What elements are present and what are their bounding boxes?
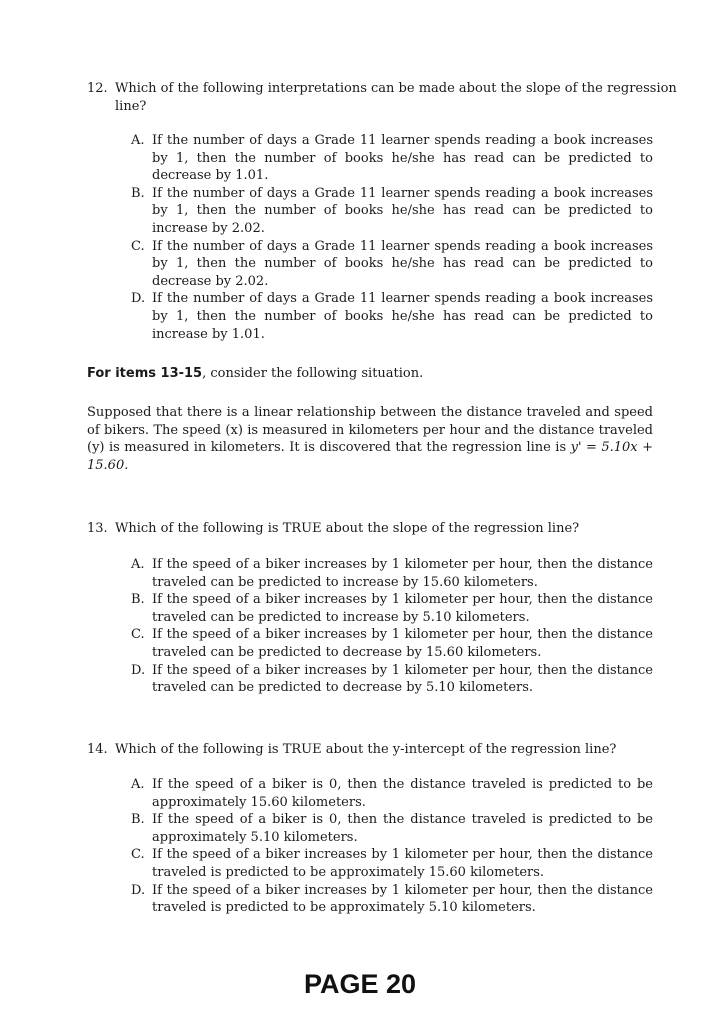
choice-letter: B. <box>131 592 145 608</box>
choice-letter: A. <box>131 557 145 572</box>
regression-equation: y' = 5.10x + 15.60. <box>87 440 653 473</box>
choice-c <box>131 846 653 881</box>
choice-text: If the number of days a Grade 11 learner spends reading a book increases by 1, then the number of books he/she has read can be predicted to decrease by 1.01. <box>152 133 653 184</box>
choice-text: If the speed of a biker is 0, then the distance traveled is predicted to be approximately 15.60 kilometers. <box>152 777 653 810</box>
choice-text: If the speed of a biker increases by 1 kilometer per hour, then the distance traveled is predicted to be approximately 15.60 kilometers. <box>152 847 653 880</box>
choice-text: If the number of days a Grade 11 learner spends reading a book increases by 1, then the number of books he/she has read can be predicted to increase by 2.02. <box>152 185 653 236</box>
question-number: 12. <box>87 81 108 96</box>
question-12-choices <box>131 132 653 343</box>
choice-a <box>131 556 653 591</box>
choice-text: If the number of days a Grade 11 learner spends reading a book increases by 1, then the number of books he/she has read can be predicted to decrease by 2.02. <box>152 238 653 289</box>
question-14-choices <box>131 776 653 917</box>
items-intro <box>87 365 653 383</box>
choice-a <box>131 132 653 185</box>
choice-b <box>131 811 653 846</box>
choice-letter: A. <box>131 777 145 792</box>
choice-c <box>131 238 653 291</box>
choice-b <box>131 591 653 626</box>
choice-letter: D. <box>131 882 146 898</box>
question-number: 13. <box>87 521 108 536</box>
choice-d <box>131 882 653 917</box>
question-14 <box>87 741 681 759</box>
choice-letter: C. <box>131 627 145 643</box>
choice-c <box>131 626 653 661</box>
choice-text: If the number of days a Grade 11 learner spends reading a book increases by 1, then the number of books he/she has read can be predicted to increase by 1.01. <box>152 291 653 342</box>
question-number: 14. <box>87 742 108 757</box>
choice-text: If the speed of a biker increases by 1 kilometer per hour, then the distance traveled can be predicted to decrease by 15.60 kilometers. <box>152 627 653 660</box>
choice-letter: C. <box>131 847 145 863</box>
situation-paragraph <box>87 404 653 474</box>
items-intro-text: , consider the following situation. <box>202 366 424 381</box>
page-number: PAGE 20 <box>303 969 417 999</box>
choice-letter: D. <box>131 662 146 678</box>
situation-text: Supposed that there is a linear relationship between the distance traveled and speed of bikers. The speed (x) is measured in kilometers per hour and the distance traveled (y) is measured in kilometers. It is discovered that the regression line is <box>87 405 653 456</box>
question-text: Which of the following is TRUE about the y-intercept of the regression line? <box>115 742 617 757</box>
choice-text: If the speed of a biker increases by 1 kilometer per hour, then the distance traveled can be predicted to decrease by 5.10 kilometers. <box>152 662 653 696</box>
question-13 <box>87 520 681 538</box>
items-intro-bold: For items 13-15 <box>87 366 203 381</box>
choice-d <box>131 662 653 697</box>
choice-letter: B. <box>131 812 145 828</box>
choice-b <box>131 185 653 238</box>
choice-text: If the speed of a biker increases by 1 kilometer per hour, then the distance traveled can be predicted to increase by 15.60 kilometers. <box>152 557 653 590</box>
choice-letter: C. <box>131 238 145 254</box>
question-13-choices <box>131 556 653 697</box>
choice-letter: A. <box>131 133 145 148</box>
choice-letter: D. <box>131 291 146 307</box>
question-text: Which of the following is TRUE about the slope of the regression line? <box>115 521 580 536</box>
choice-d <box>131 290 653 343</box>
choice-letter: B. <box>131 185 145 201</box>
choice-text: If the speed of a biker increases by 1 kilometer per hour, then the distance traveled is predicted to be approximately 5.10 kilometers. <box>152 882 653 916</box>
choice-a <box>131 776 653 811</box>
choice-text: If the speed of a biker increases by 1 kilometer per hour, then the distance traveled can be predicted to increase by 5.10 kilometers. <box>152 592 653 625</box>
question-text: Which of the following interpretations can be made about the slope of the regression line? <box>115 81 677 114</box>
choice-text: If the speed of a biker is 0, then the distance traveled is predicted to be approximately 5.10 kilometers. <box>152 812 653 845</box>
question-12 <box>87 80 681 115</box>
